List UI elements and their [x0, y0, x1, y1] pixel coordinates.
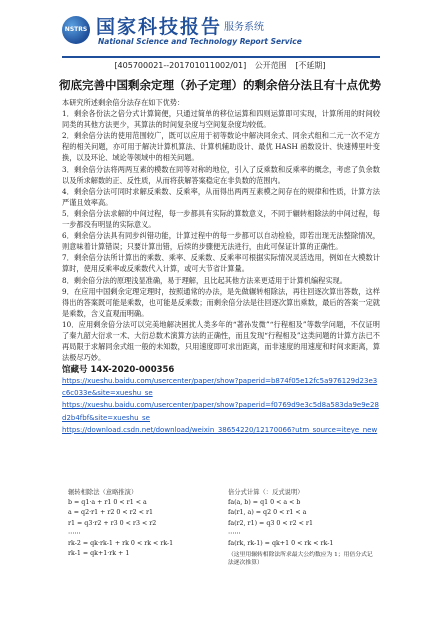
point-item: 8．剩余倍分法的原理浅显准确，易于理解，且比起其他方法来更适用于计算机编程实现。 [62, 275, 347, 285]
point-item: 5．剩余倍分法求解的中间过程，每一步都具有实际的算数意义，不同于辗转相除法的中间过程，每一步都没有明显的实际意义。 [62, 208, 380, 230]
brand-english: National Science and Technology Report Service [98, 37, 302, 46]
point-item: 2．剩余倍分法的使用范围较广，既可以应用于初等数论中解决同余式、同余式组和二元一次不定方程的相关问题，亦可用于解决计算机算法、计算机辅助设计、最优 HASH 函数设计、快速傅里叶变换，以及环论、域论等领域中的相关问题。 [62, 131, 380, 163]
brand-subtitle: 服务系统 [224, 22, 264, 33]
header-divider [62, 56, 380, 58]
formula-figure [62, 488, 380, 567]
point-item: 1．剩余各份法之倍分式计算简便，只通过简单的移位运算和四则运算即可实现，计算所用的时间较同类的其他方法更少，其算法的时间复杂度与空间复杂度均较低。 [62, 109, 380, 130]
formula-right-column [228, 488, 378, 567]
reference-link[interactable]: https://xueshu.baidu.com/usercenter/paper/show?paperid=b874f05e12fc5a976129d23e3c6c033e&site=xueshu_se [62, 377, 378, 398]
document-body [62, 97, 380, 436]
report-meta [0, 60, 440, 71]
formula-right-heading: 倍分式计算（：反式说明） [228, 489, 304, 496]
formula-line: rk-2 = qk·rk-1 + rk 0 < rk < rk-1 [68, 540, 174, 548]
nstrs-logo: NSTRS [62, 16, 90, 44]
formula-line: a = q2·r1 + r2 0 < r2 < r1 [68, 509, 153, 517]
formula-line: fa(rk, rk-1) = qk+1 0 < rk < rk-1 [228, 540, 334, 548]
point-item: 7．剩余倍分法所计算出的乘数、乘率、反乘数、反乘率可根据实际情况灵活选用，例如在大模数计算时，使用反乘率或反乘数代入计算，或可大节省计算量。 [62, 253, 380, 274]
point-item: 9．在应用中国剩余定理定理时，按照通常的办法，是先做辗转相除法，再往回逐次算出答数，这样得出的答案既可能是乘数，也可能是反乘数；而剩余倍分法是往回逐次算出乘数，最后的答案一定就是乘数，含义直观而明确。 [62, 286, 380, 318]
formula-line: ⋯⋯ [68, 529, 81, 537]
point-item: 10．应用剩余倍分法可以完美地解决困扰人类多年的“著孙发微”“行程相及”等数学问题，不仅证明了秦九韶大衍求一术、大衍总数术演算方法的正确性，而且发现“行程相及”这类问题的计算方法已不再局限于求解同余式组一般的未知数，只用速度即可求出距离，而非速度的用速度和时间求距离，算法极尽巧妙。 [62, 319, 380, 363]
document-title: 彻底完善中国剩余定理（孙子定理）的剩余倍分法且有十点优势 [59, 78, 381, 92]
formula-left-heading: 辗转相除法（意略推演） [68, 489, 138, 496]
collection-number: 馆藏号 14X-2020-000356 [62, 365, 175, 376]
formula-caption: （这里用辗转相除法所求最大公约数应为 1；用倍分式记法逐次推算） [228, 552, 373, 567]
formula-line: rk-1 = qk+1·rk + 1 [68, 550, 130, 558]
formula-line: fa(r2, r1) = q3 0 < r2 < r1 [228, 519, 313, 527]
intro-paragraph: 本研究所述剩余倍分法存在如下优势： [62, 98, 185, 107]
report-id: [405700021--201701011002/01] [114, 61, 247, 70]
point-item: 6．剩余倍分法具有同步纠错功能，计算过程中的每一步都可以自动检验，即若出现无法整除情况，则意味着计算错误；只要计算出错，后续的步骤便无法进行，由此可保证计算的正确性。 [62, 231, 380, 252]
formula-line: r1 = q3·r2 + r3 0 < r3 < r2 [68, 519, 157, 527]
formula-line: ⋯⋯ [228, 529, 241, 537]
formula-line: fa(a, b) = q1 0 < a < b [228, 499, 301, 507]
access-scope: 公开范围 [254, 61, 287, 70]
reference-link[interactable]: https://xueshu.baidu.com/usercenter/paper/show?paperid=f0769d9e3c5d8a583da9e9e28d2b4fbf&site=xueshu_se [62, 401, 379, 422]
point-item: 3．剩余倍分法将两两互素的模数在同等对称的地位，引入了反乘数和反乘率的概念，考虑了负余数以及所求解数的正、反性质，从而将获解答案稳定在非负数的范围内。 [62, 164, 380, 185]
formula-left-column [68, 488, 218, 559]
formula-line: fa(r1, a) = q2 0 < r1 < a [228, 509, 307, 517]
point-item: 4．剩余倍分法可同时求解反乘数、反乘率，从而得出两两互素模之间存在的规律和性质，计算方法严谨且效率高。 [62, 186, 380, 207]
reference-link[interactable]: https://download.csdn.net/download/weixin_38654220/12170066?utm_source=iteye_new [62, 425, 378, 434]
delay-status: [不延期] [295, 61, 326, 70]
report-header [0, 0, 440, 92]
brand-name: 国家科技报告 [96, 16, 223, 38]
formula-line: b = q1·a + r1 0 < r1 < a [68, 499, 147, 507]
